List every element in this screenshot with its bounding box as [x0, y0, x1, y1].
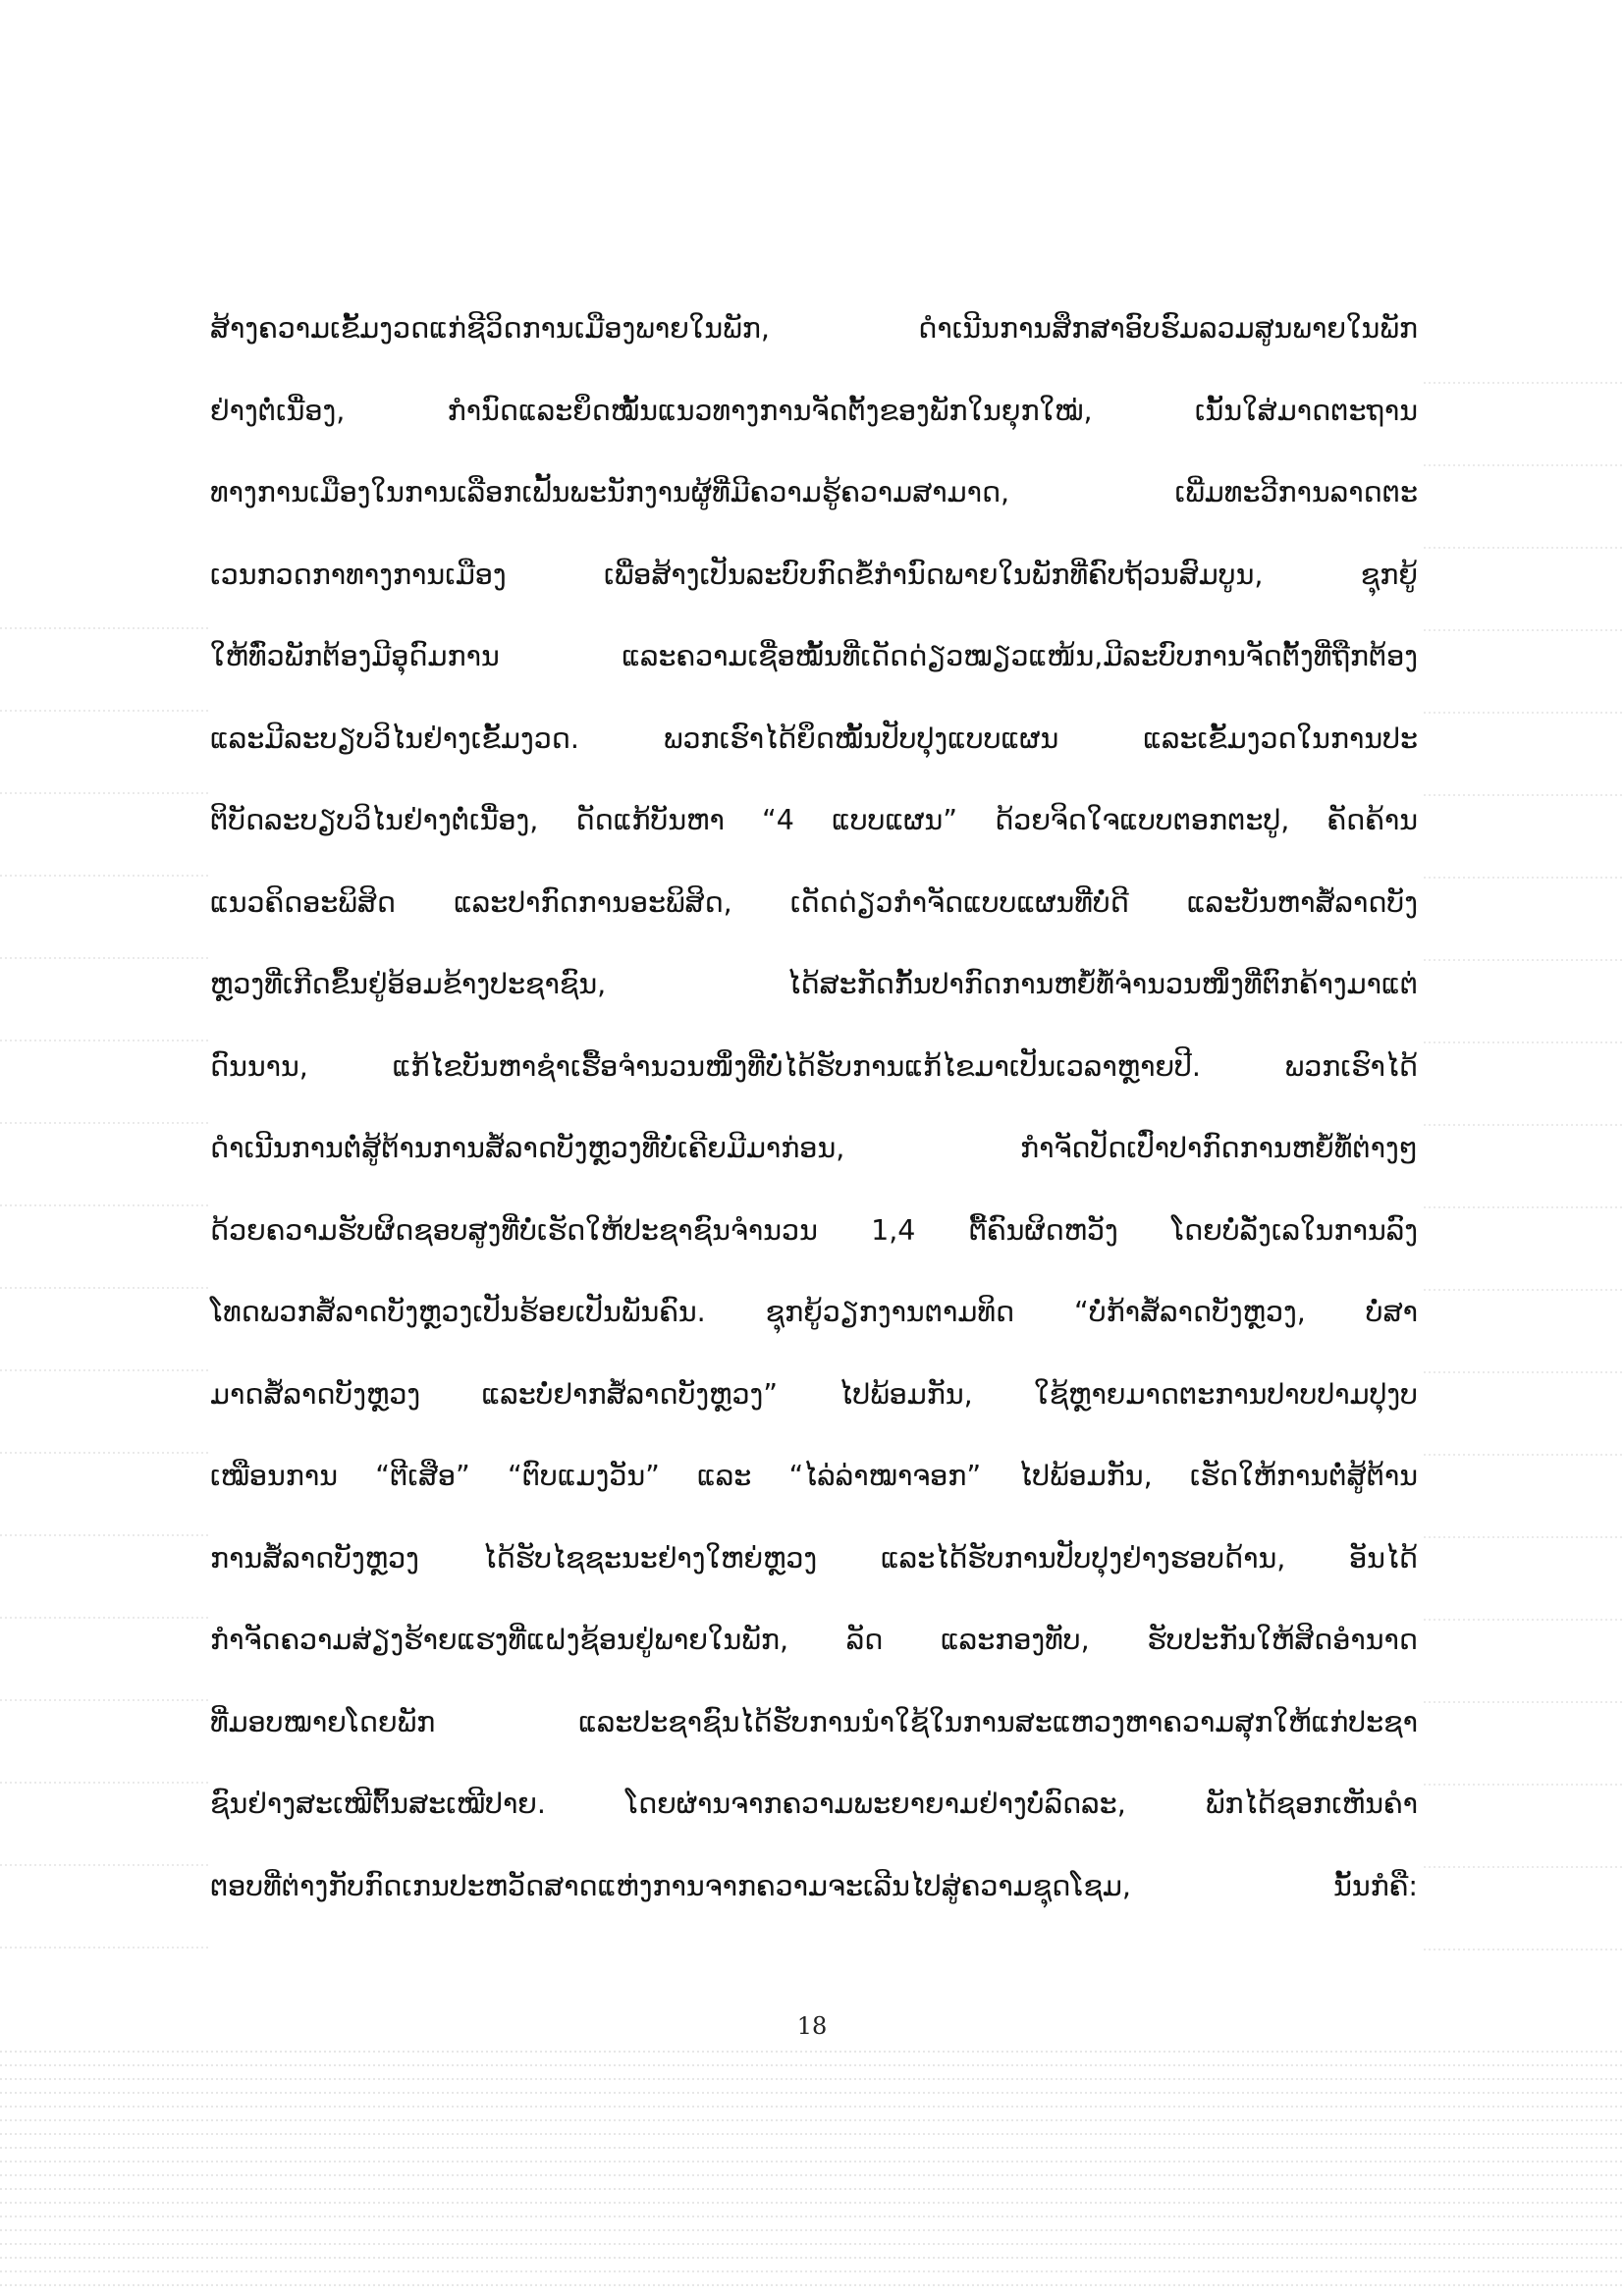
text-line-10: ດົນນານ, ແກ້ໄຂບັນຫາຊຳເຮື້ອຈຳນວນໜຶ່ງທີ່ບໍ່ໄດ້ຮັບການແກ້ໄຂມາເປັນເວລາຫຼາຍປີ. ພວກເຮົາໄດ້	[210, 1049, 1418, 1083]
text-line-16: ການສໍ້ລາດບັງຫຼວງ ໄດ້ຮັບໄຊຊະນະຢ່າງໃຫຍ່ຫຼວງ ແລະໄດ້ຮັບການປັບປຸງຢ່າງຮອບດ້ານ, ອັນໄດ້	[210, 1541, 1418, 1575]
text-line-18: ທີ່ມອບໝາຍໂດຍພັກ ແລະປະຊາຊົນໄດ້ຮັບການນຳໃຊ້ໃນການສະແຫວງຫາຄວາມສຸກໃຫ້ແກ່ປະຊາ	[210, 1705, 1418, 1738]
text-line-13: ໂທດພວກສໍ້ລາດບັງຫຼວງເປັນຮ້ອຍເປັນພັນຄົນ. ຊຸກຍູ້ວຽກງານຕາມທິດ “ບໍ່ກ້າສໍ້ລາດບັງຫຼວງ, ບໍ່ສາ	[210, 1296, 1418, 1328]
text-line-15: ເໝືອນການ “ຕີເສືອ” “ຕົບແມງວັນ” ແລະ “ໄລ່ລ່າໝາຈອກ” ໄປພ້ອມກັນ, ເຮັດໃຫ້ການຕໍ່ສູ້ຕ້ານ	[210, 1460, 1418, 1492]
text-line-4: ເວນກວດກາທາງການເມືອງ ເພື່ອສ້າງເປັນລະບົບກົດຂໍ້ກຳນົດພາຍໃນພັກທີ່ຄົບຖ້ວນສົມບູນ, ຊຸກຍູ້	[210, 558, 1418, 591]
text-line-1: ສ້າງຄວາມເຂັ້ມງວດແກ່ຊີວິດການເມືອງພາຍໃນພັກ, ດຳເນີນການສຶກສາອົບຮົມລວມສູນພາຍໃນພັກ	[210, 312, 1418, 345]
text-line-5: ໃຫ້ທົ່ວພັກຕ້ອງມີອຸດົມການ ແລະຄວາມເຊື່ອໝັ້ນທີ່ເດັດດ່ຽວໝຽວແໜ້ນ,ມີລະບົບການຈັດຕັ້ງທີ່ຖືກຕ້ອງ	[210, 640, 1418, 672]
text-line-2: ຢ່າງຕໍ່ເນື່ອງ, ກຳນົດແລະຍຶດໝັ້ນແນວທາງການຈັດຕັ້ງຂອງພັກໃນຍຸກໃໝ່, ເນັ້ນໃສ່ມາດຕະຖານ	[210, 394, 1418, 427]
text-line-9: ຫຼວງທີ່ເກີດຂຶ້ນຢູ່ອ້ອມຂ້າງປະຊາຊົນ, ໄດ້ສະກັດກັ້ນປາກົດການຫຍໍ້ທໍ້ຈຳນວນໜຶ່ງທີ່ຕົກຄ້າງມາແຕ່	[210, 968, 1418, 1000]
text-line-6: ແລະມີລະບຽບວິໄນຢ່າງເຂັ້ມງວດ. ພວກເຮົາໄດ້ຍຶດໝັ້ນປັບປຸງແບບແຜນ ແລະເຂັ້ມງວດໃນການປະ	[210, 721, 1418, 755]
body-paragraph	[210, 304, 1418, 1944]
text-line-19: ຊົນຢ່າງສະເໝີຕົ້ນສະເໝີປາຍ. ໂດຍຜ່ານຈາກຄວາມພະຍາຍາມຢ່າງບໍ່ລົດລະ, ພັກໄດ້ຊອກເຫັນຄຳ	[210, 1788, 1418, 1820]
text-line-20: ຕອບທີ່ຕ່າງກັບກົດເກນປະຫວັດສາດແຫ່ງການຈາກຄວາມຈະເລີນໄປສູ່ຄວາມຊຸດໂຊມ, ນັ້ນກໍຄື:	[210, 1869, 1418, 1902]
text-line-3: ທາງການເມືອງໃນການເລືອກເຟັ້ນພະນັກງານຜູ້ທີ່ມີຄວາມຮູ້ຄວາມສາມາດ, ເພີ່ມທະວີການລາດຕະ	[210, 476, 1418, 508]
text-line-7: ຕິບັດລະບຽບວິໄນຢ່າງຕໍ່ເນື່ອງ, ດັດແກ້ບັນຫາ “4 ແບບແຜນ” ດ້ວຍຈິດໃຈແບບຕອກຕະປູ, ຄັດຄ້ານ	[210, 804, 1418, 836]
text-line-14: ມາດສໍ້ລາດບັງຫຼວງ ແລະບໍ່ຢາກສໍ້ລາດບັງຫຼວງ” ໄປພ້ອມກັນ, ໃຊ້ຫຼາຍມາດຕະການປາບປາມປຸງບ	[210, 1377, 1418, 1411]
text-line-17: ກຳຈັດຄວາມສ່ຽງຮ້າຍແຮງທີ່ແຝງຊ້ອນຢູ່ພາຍໃນພັກ, ລັດ ແລະກອງທັບ, ຮັບປະກັນໃຫ້ສິດອຳນາດ	[210, 1624, 1418, 1656]
text-line-12: ດ້ວຍຄວາມຮັບຜິດຊອບສູງທີ່ບໍ່ເຮັດໃຫ້ປະຊາຊົນຈຳນວນ 1,4 ຕື້ຄົນຜິດຫວັງ ໂດຍບໍ່ລັ່ງເລໃນການລົງ	[210, 1213, 1418, 1247]
text-line-11: ດຳເນີນການຕໍ່ສູ້ຕ້ານການສໍ້ລາດບັງຫຼວງທີ່ບໍ່ເຄີຍມີມາກ່ອນ, ກຳຈັດປັດເປົ່າປາກົດການຫຍໍ້ທໍ້ຕ່າງໆ	[210, 1132, 1418, 1164]
page-number: 18	[796, 2012, 828, 2040]
text-line-8: ແນວຄິດອະພິສິດ ແລະປາກົດການອະພິສິດ, ເດັດດ່ຽວກຳຈັດແບບແຜນທີ່ບໍ່ດີ ແລະບັນຫາສໍ້ລາດບັງ	[210, 885, 1418, 919]
